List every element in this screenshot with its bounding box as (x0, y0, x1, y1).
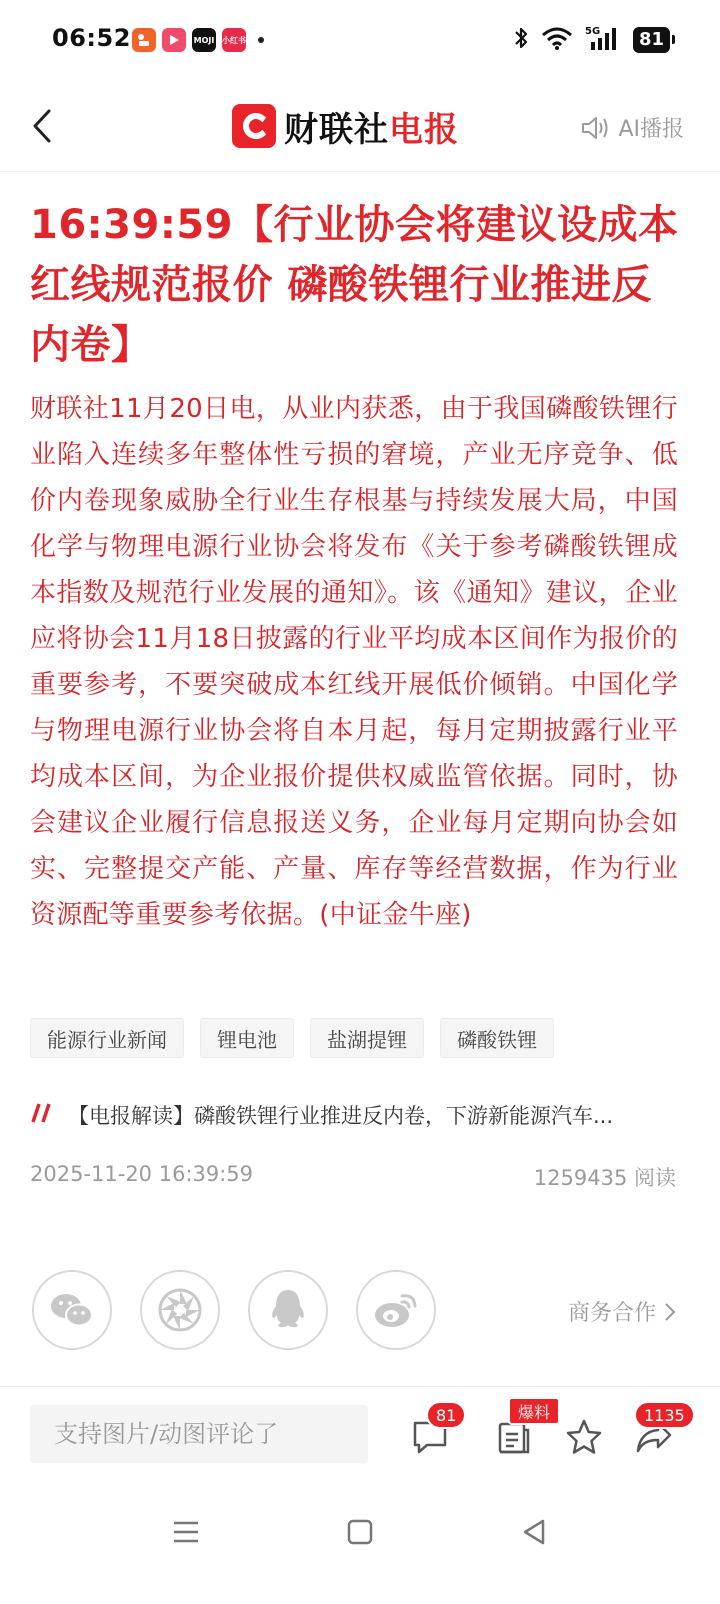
battery-indicator: 81 (633, 27, 670, 53)
logo-suffix: 电报 (389, 109, 459, 150)
baoliao-badge: 爆料 (508, 1397, 560, 1425)
svg-text:5G: 5G (584, 26, 601, 37)
bottom-action-bar (0, 1386, 720, 1482)
system-navigation-bar (0, 1482, 720, 1604)
kuaishou-icon (132, 28, 156, 52)
app-header (0, 80, 720, 172)
interpretation-text: 【电报解读】磷酸铁锂行业推进反内卷，下游新能源汽车... (68, 1104, 614, 1128)
qq-icon (268, 1288, 308, 1332)
star-icon (565, 1418, 603, 1456)
share-count-badge: 1135 (634, 1401, 695, 1429)
notification-icons (132, 28, 264, 52)
publish-datetime: 2025-11-20 16:39:59 (30, 1162, 254, 1186)
tag-item[interactable]: 锂电池 (200, 1018, 294, 1058)
wechat-icon (48, 1290, 96, 1330)
article-meta (30, 1162, 676, 1192)
system-icons (513, 24, 670, 56)
double-slash-icon (30, 1102, 54, 1128)
share-qq-button[interactable] (248, 1270, 328, 1350)
business-cooperation-label: 商务合作 (567, 1301, 656, 1326)
weibo-icon (372, 1290, 420, 1330)
home-square-icon (347, 1519, 373, 1545)
tag-list (30, 1018, 554, 1058)
share-row (32, 1270, 436, 1350)
article-title: 16:39:59【行业协会将建议设成本红线规范报价 磷酸铁锂行业推进反内卷】 (30, 202, 679, 368)
speaker-icon (580, 114, 610, 142)
cls-logo-icon (232, 104, 276, 148)
comment-input[interactable] (30, 1405, 368, 1463)
menu-icon (172, 1520, 200, 1544)
favorite-button[interactable] (564, 1417, 604, 1457)
moji-weather-icon: MOJI (192, 28, 216, 52)
status-bar (0, 0, 720, 80)
back-button[interactable] (22, 102, 62, 150)
ai-broadcast-button[interactable] (580, 112, 684, 143)
share-moments-button[interactable] (140, 1270, 220, 1350)
bluetooth-icon (513, 25, 529, 55)
comment-count-badge: 81 (426, 1401, 466, 1429)
share-weibo-button[interactable] (356, 1270, 436, 1350)
chevron-left-icon (31, 108, 53, 144)
nav-menu-button[interactable] (162, 1508, 210, 1556)
wifi-icon (541, 26, 573, 54)
tag-item[interactable]: 磷酸铁锂 (440, 1018, 554, 1058)
chevron-right-icon (664, 1302, 676, 1322)
tag-item[interactable]: 能源行业新闻 (30, 1018, 184, 1058)
share-wechat-button[interactable] (32, 1270, 112, 1350)
cellular-signal-icon (585, 24, 621, 56)
more-notifications-dot (258, 37, 264, 43)
video-icon (162, 28, 186, 52)
business-cooperation-link[interactable] (568, 1296, 676, 1327)
ai-broadcast-label: AI播报 (618, 117, 684, 142)
read-count: 1259435 阅读 (533, 1166, 676, 1190)
nav-back-button[interactable] (510, 1508, 558, 1556)
cls-telegraph-logo (232, 102, 459, 150)
moments-icon (157, 1287, 203, 1333)
nav-home-button[interactable] (336, 1508, 384, 1556)
logo-prefix: 财联社 (284, 109, 389, 150)
logo-text (284, 102, 459, 151)
article-body: 财联社11月20日电，从业内获悉，由于我国磷酸铁锂行业陷入连续多年整体性亏损的窘境，产业无序竞争、低价内卷现象威胁全行业生存根基与持续发展大局，中国化学与物理电源行业协会将发布《关于参考磷酸铁锂成本指数及规范行业发展的通知》。该《通知》建议，企业应将协会11月18日披露的行业平均成本区间作为报价的重要参考，不要突破成本红线开展低价倾销。中国化学与物理电源行业协会将自本月起，每月定期披露行业平均成本区间，为企业报价提供权威监管依据。同时，协会建议企业履行信息报送义务，企业每月定期向协会如实、完整提交产能、产量、库存等经营数据，作为行业资源配等重要参考依据。(中证金牛座) (30, 394, 678, 930)
status-time: 06:52 (52, 24, 131, 52)
tag-item[interactable]: 盐湖提锂 (310, 1018, 424, 1058)
back-triangle-icon (521, 1519, 547, 1545)
xiaohongshu-icon: 小红书 (222, 28, 246, 52)
telegraph-interpretation-link[interactable] (30, 1100, 680, 1130)
